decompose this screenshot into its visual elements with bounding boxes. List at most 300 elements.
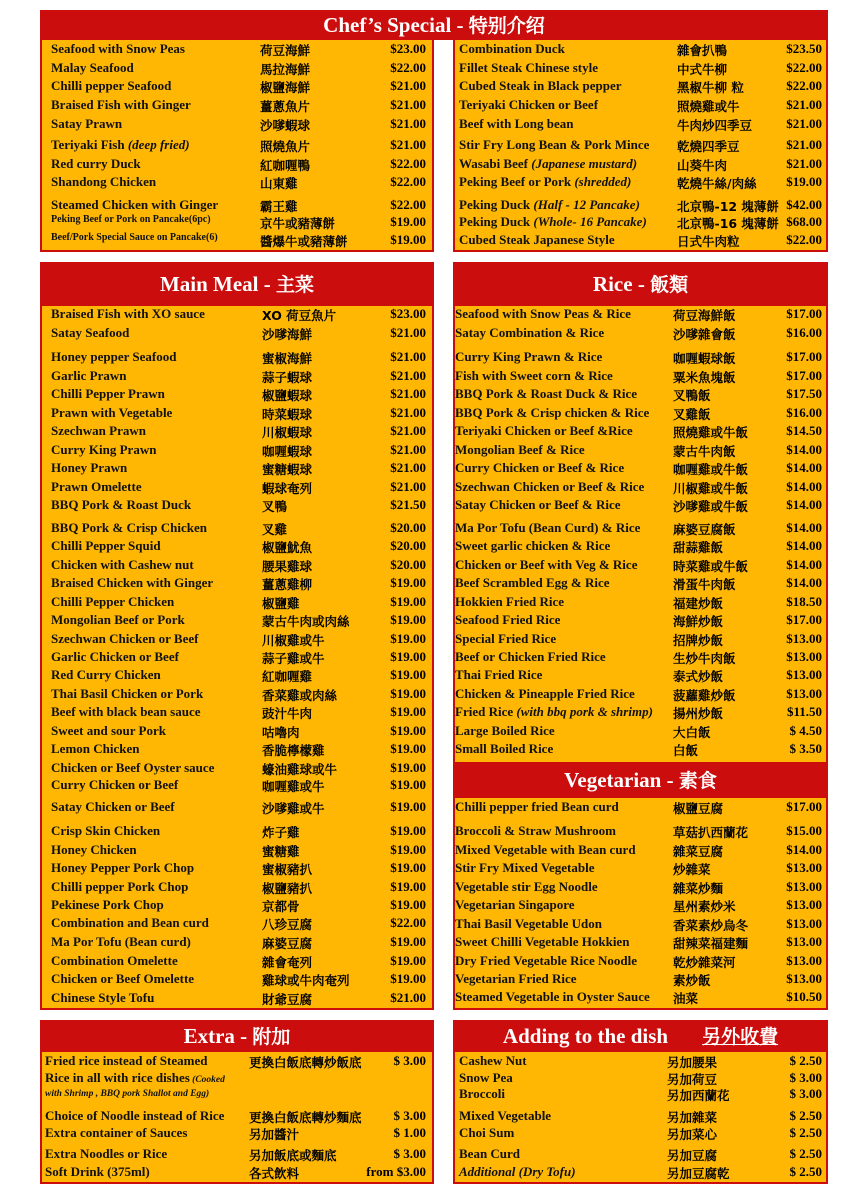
menu-item-name bbox=[455, 442, 585, 458]
menu-item-name-text: Additional (Dry Tofu) bbox=[459, 1164, 576, 1179]
menu-item-name bbox=[455, 325, 604, 341]
menu-item-chinese-name: 蒜子蝦球 bbox=[262, 370, 313, 385]
menu-item-name-text: Honey Chicken bbox=[51, 842, 137, 857]
menu-item-name-text: Satay Chicken or Beef & Rice bbox=[455, 497, 621, 512]
menu-item-name-text: Chicken with Cashew nut bbox=[51, 557, 194, 572]
menu-item-chinese-name: 蒜子雞或牛 bbox=[262, 651, 325, 666]
menu-item-row bbox=[455, 368, 826, 386]
chef-special-left-panel bbox=[40, 40, 434, 252]
menu-item-price: $21.00 bbox=[390, 137, 426, 152]
menu-item-row bbox=[455, 60, 826, 78]
menu-item-name-text: Crisp Skin Chicken bbox=[51, 823, 161, 838]
menu-item-name bbox=[45, 1125, 187, 1141]
menu-item-name bbox=[51, 953, 178, 969]
menu-item-price: $19.00 bbox=[390, 667, 426, 682]
menu-item-name bbox=[455, 497, 620, 513]
menu-item-name bbox=[455, 631, 556, 647]
menu-item-price: $19.00 bbox=[390, 575, 426, 590]
menu-item-row bbox=[42, 156, 432, 174]
menu-item-name bbox=[459, 1086, 505, 1102]
menu-item-chinese-name: 蒙古牛肉飯 bbox=[673, 444, 736, 459]
menu-item-name-text: Cashew Nut bbox=[459, 1053, 527, 1068]
rice-title: Rice - bbox=[592, 272, 651, 296]
menu-item-price: $19.00 bbox=[390, 631, 426, 646]
menu-item-row bbox=[42, 686, 432, 704]
rice-panel bbox=[453, 306, 828, 762]
menu-item-name-text: Prawn with Vegetable bbox=[51, 405, 173, 420]
menu-item-name bbox=[459, 214, 647, 230]
menu-item-note: (with bbq pork & shrimp) bbox=[513, 704, 653, 719]
menu-item-name-text: Chilli Pepper Squid bbox=[51, 538, 161, 553]
menu-item-row bbox=[455, 971, 826, 989]
menu-item-chinese-name: 山東雞 bbox=[260, 176, 298, 191]
menu-item-name bbox=[455, 953, 637, 969]
menu-item-name bbox=[455, 667, 542, 683]
menu-item-chinese-name: 沙嗲雞或牛 bbox=[262, 801, 325, 816]
menu-item-row bbox=[455, 704, 826, 722]
main-meal-panel bbox=[40, 306, 434, 1010]
menu-item-price: $22.00 bbox=[786, 60, 822, 75]
menu-item-chinese-name: 北京鴨-12 塊薄餅 bbox=[677, 199, 779, 214]
menu-item-row bbox=[455, 156, 826, 174]
menu-item-chinese-name: 叉鴨 bbox=[262, 499, 288, 514]
menu-item-name bbox=[51, 860, 194, 876]
menu-item-chinese-name: 雜會扒鴨 bbox=[677, 43, 728, 58]
menu-item-price: $14.50 bbox=[786, 423, 822, 438]
menu-item-chinese-name: 沙嗲雞或牛飯 bbox=[673, 499, 749, 514]
menu-item-price: $17.00 bbox=[786, 612, 822, 627]
menu-item-row bbox=[42, 479, 432, 497]
menu-item-name-text: Chilli pepper fried Bean curd bbox=[455, 799, 619, 814]
menu-item-name-text: Cubed Steak Japanese Style bbox=[459, 232, 615, 247]
menu-item-row bbox=[42, 1084, 432, 1102]
menu-item-name-text: Red curry Duck bbox=[51, 156, 141, 171]
menu-item-row bbox=[455, 78, 826, 96]
menu-item-chinese-name: 椒鹽豬扒 bbox=[262, 881, 313, 896]
menu-item-row bbox=[42, 799, 432, 817]
menu-item-price: $19.00 bbox=[390, 214, 426, 229]
menu-item-price: $21.00 bbox=[390, 78, 426, 93]
menu-item-name bbox=[51, 594, 174, 610]
menu-item-chinese-name: 乾燒牛絲/肉絲 bbox=[677, 176, 757, 191]
menu-item-name bbox=[455, 405, 649, 421]
menu-item-name-text: Szechwan Prawn bbox=[51, 423, 146, 438]
menu-item-chinese-name: 揚州炒飯 bbox=[673, 706, 724, 721]
menu-item-price: $13.00 bbox=[786, 649, 822, 664]
menu-item-row bbox=[42, 214, 432, 232]
menu-item-chinese-name: 蜜椒豬扒 bbox=[262, 862, 313, 877]
menu-item-price: $19.00 bbox=[390, 232, 426, 247]
menu-item-name bbox=[51, 799, 175, 815]
menu-item-name bbox=[51, 575, 213, 591]
menu-item-name-text: Malay Seafood bbox=[51, 60, 134, 75]
menu-item-name-text: Curry Chicken or Beef & Rice bbox=[455, 460, 625, 475]
menu-item-price: $ 2.50 bbox=[789, 1146, 822, 1161]
menu-item-name bbox=[459, 174, 631, 190]
menu-item-price: $17.00 bbox=[786, 349, 822, 364]
menu-item-name-text: Sweet garlic chicken & Rice bbox=[455, 538, 611, 553]
menu-item-row bbox=[455, 953, 826, 971]
menu-item-price: $19.00 bbox=[390, 612, 426, 627]
menu-item-name bbox=[51, 934, 191, 950]
menu-item-name-text: Ma Por Tofu (Bean curd) bbox=[51, 934, 191, 949]
menu-item-name bbox=[51, 60, 134, 76]
menu-item-row bbox=[455, 1108, 826, 1126]
menu-item-row bbox=[455, 823, 826, 841]
menu-item-chinese-name: 沙嗲海鮮 bbox=[262, 327, 313, 342]
menu-item-row bbox=[42, 557, 432, 575]
menu-item-row bbox=[42, 423, 432, 441]
menu-item-name-text: Fillet Steak Chinese style bbox=[459, 60, 599, 75]
menu-item-row bbox=[42, 897, 432, 915]
menu-item-name bbox=[455, 649, 606, 665]
menu-item-price: $22.00 bbox=[390, 915, 426, 930]
menu-item-chinese-name: 荷豆海鮮 bbox=[260, 43, 311, 58]
menu-item-name-text: Beef or Chicken Fried Rice bbox=[455, 649, 606, 664]
menu-item-price: $13.00 bbox=[786, 953, 822, 968]
menu-item-row bbox=[455, 799, 826, 817]
menu-item-row bbox=[455, 197, 826, 215]
menu-item-price: $13.00 bbox=[786, 934, 822, 949]
menu-item-price: $21.00 bbox=[390, 460, 426, 475]
menu-item-chinese-name: 霸王雞 bbox=[260, 199, 298, 214]
menu-item-name-text: Thai Basil Vegetable Udon bbox=[455, 916, 603, 931]
menu-item-name bbox=[455, 594, 564, 610]
menu-item-row bbox=[42, 1108, 432, 1126]
rice-title-zh: 飯類 bbox=[650, 274, 689, 296]
menu-item-chinese-name: 照燒雞或牛 bbox=[677, 99, 740, 114]
menu-item-row bbox=[455, 232, 826, 250]
menu-item-name bbox=[51, 667, 161, 683]
menu-item-row bbox=[455, 1146, 826, 1164]
menu-item-price: $17.00 bbox=[786, 306, 822, 321]
menu-item-name-text: Red Curry Chicken bbox=[51, 667, 161, 682]
menu-item-row bbox=[42, 990, 432, 1008]
menu-item-chinese-name: 醬爆牛或豬薄餅 bbox=[260, 234, 348, 249]
menu-item-chinese-name: 草菇扒西蘭花 bbox=[673, 825, 749, 840]
menu-item-chinese-name: 甜蒜雞飯 bbox=[673, 540, 724, 555]
chef-special-right-panel bbox=[453, 40, 828, 252]
menu-item-chinese-name: 雜會奄列 bbox=[262, 955, 313, 970]
menu-item-chinese-name: 麻婆豆腐 bbox=[262, 936, 313, 951]
menu-item-chinese-name: 椒鹽雞 bbox=[262, 596, 300, 611]
menu-item-row bbox=[455, 1053, 826, 1071]
menu-item-price: $23.00 bbox=[390, 306, 426, 321]
menu-item-price: $22.00 bbox=[390, 174, 426, 189]
menu-item-note: (Whole- 16 Pancake) bbox=[530, 214, 647, 229]
menu-item-chinese-name: 紅咖喱雞 bbox=[262, 669, 313, 684]
menu-item-chinese-name: 豉汁牛肉 bbox=[262, 706, 313, 721]
menu-item-row bbox=[42, 649, 432, 667]
menu-item-row bbox=[455, 575, 826, 593]
menu-item-chinese-name: 叉雞飯 bbox=[673, 407, 711, 422]
menu-item-name-text: Mixed Vegetable bbox=[459, 1108, 552, 1123]
menu-item-chinese-name: 咖喱蝦球 bbox=[262, 444, 313, 459]
menu-item-row bbox=[42, 879, 432, 897]
menu-item-row bbox=[42, 97, 432, 115]
menu-item-name bbox=[51, 686, 203, 702]
menu-item-name-text: Soft Drink (375ml) bbox=[45, 1164, 150, 1179]
menu-item-chinese-name: 咖喱雞或牛 bbox=[262, 779, 325, 794]
menu-item-price: $19.00 bbox=[390, 879, 426, 894]
menu-item-chinese-name: 雞球或牛肉奄列 bbox=[262, 973, 350, 988]
menu-item-name-text: Steamed Vegetable in Oyster Sauce bbox=[455, 989, 650, 1004]
menu-item-name-text: Satay Prawn bbox=[51, 116, 123, 131]
menu-item-row bbox=[455, 306, 826, 324]
menu-item-price: $23.00 bbox=[390, 41, 426, 56]
menu-item-name bbox=[51, 538, 161, 554]
menu-item-name-text: Snow Pea bbox=[459, 1070, 513, 1085]
menu-item-row bbox=[42, 78, 432, 96]
menu-item-name-text: Hokkien Fried Rice bbox=[455, 594, 565, 609]
menu-item-name-text: Sweet Chilli Vegetable Hokkien bbox=[455, 934, 630, 949]
menu-item-row bbox=[42, 232, 432, 250]
menu-item-name-text: Vegetable stir Egg Noodle bbox=[455, 879, 598, 894]
menu-item-name-text: Mongolian Beef & Rice bbox=[455, 442, 585, 457]
menu-item-name bbox=[455, 520, 640, 536]
menu-item-price: $19.00 bbox=[390, 799, 426, 814]
menu-item-chinese-name: 薑蔥雞柳 bbox=[262, 577, 313, 592]
menu-item-row bbox=[42, 442, 432, 460]
menu-item-note: (Japanese mustard) bbox=[527, 156, 638, 171]
menu-item-row bbox=[42, 631, 432, 649]
menu-item-row bbox=[455, 214, 826, 232]
menu-item-name bbox=[45, 1108, 224, 1124]
menu-item-row bbox=[455, 557, 826, 575]
menu-item-name bbox=[51, 971, 194, 987]
menu-item-name bbox=[455, 741, 553, 757]
menu-item-price: $19.00 bbox=[390, 760, 426, 775]
menu-item-name-text: Broccoli & Straw Mushroom bbox=[455, 823, 616, 838]
menu-item-row bbox=[455, 1086, 826, 1104]
menu-item-row bbox=[455, 631, 826, 649]
menu-item-row bbox=[455, 897, 826, 915]
menu-item-chinese-name: 各式飲料 bbox=[249, 1166, 300, 1181]
menu-item-chinese-name: 更換白飯底轉炒麵底 bbox=[249, 1110, 362, 1125]
menu-item-name bbox=[455, 386, 637, 402]
menu-item-name bbox=[51, 405, 172, 421]
menu-item-name-text: Szechwan Chicken or Beef bbox=[51, 631, 199, 646]
menu-item-row bbox=[455, 860, 826, 878]
menu-item-chinese-name: 乾燒四季豆 bbox=[677, 139, 740, 154]
menu-item-name bbox=[455, 479, 644, 495]
menu-item-name-text: Honey Pepper Pork Chop bbox=[51, 860, 195, 875]
menu-item-name bbox=[51, 156, 141, 172]
menu-item-name-text: BBQ Pork & Crisp chicken & Rice bbox=[455, 405, 650, 420]
menu-item-price: $21.00 bbox=[390, 442, 426, 457]
menu-item-chinese-name: 另加醬汁 bbox=[249, 1127, 300, 1142]
menu-item-row bbox=[42, 520, 432, 538]
menu-item-chinese-name: 香菜雞或肉絲 bbox=[262, 688, 338, 703]
menu-item-name bbox=[51, 649, 179, 665]
menu-item-price: $21.00 bbox=[786, 137, 822, 152]
menu-item-price: $22.00 bbox=[390, 197, 426, 212]
menu-item-name bbox=[455, 934, 629, 950]
menu-item-name bbox=[459, 116, 573, 132]
menu-item-price: $14.00 bbox=[786, 479, 822, 494]
menu-item-row bbox=[455, 723, 826, 741]
vegetarian-header bbox=[453, 762, 828, 798]
menu-item-price: $18.50 bbox=[786, 594, 822, 609]
menu-item-chinese-name: 京牛或豬薄餅 bbox=[260, 216, 336, 231]
menu-item-chinese-name: 福建炒飯 bbox=[673, 596, 724, 611]
menu-item-row bbox=[42, 777, 432, 795]
menu-item-note: with Shrimp , BBQ pork Shallot and Egg) bbox=[45, 1089, 210, 1099]
menu-item-name-text: Beef Scrambled Egg & Rice bbox=[455, 575, 610, 590]
menu-item-price: $19.00 bbox=[390, 897, 426, 912]
menu-item-name bbox=[459, 1070, 513, 1086]
menu-item-name-text: Honey pepper Seafood bbox=[51, 349, 177, 364]
menu-item-price: $ 2.50 bbox=[789, 1125, 822, 1140]
menu-item-name-text: Garlic Prawn bbox=[51, 368, 127, 383]
menu-item-name bbox=[45, 1053, 207, 1069]
menu-item-price: $16.00 bbox=[786, 405, 822, 420]
menu-item-row bbox=[42, 953, 432, 971]
menu-item-name-text: Fried Rice bbox=[455, 704, 514, 719]
chef-special-title: Chef’s Special - bbox=[323, 13, 469, 37]
menu-item-price: $19.00 bbox=[390, 934, 426, 949]
menu-item-name bbox=[455, 349, 602, 365]
menu-item-chinese-name: 川椒雞或牛飯 bbox=[673, 481, 749, 496]
chef-special-header bbox=[40, 10, 828, 40]
menu-item-note: (Cooked bbox=[189, 1075, 225, 1085]
menu-item-name bbox=[51, 197, 218, 213]
menu-item-price: $ 3.00 bbox=[789, 1070, 822, 1085]
main-meal-header bbox=[40, 262, 434, 306]
menu-item-price: $21.00 bbox=[390, 97, 426, 112]
vegetarian-title: Vegetarian - bbox=[564, 768, 679, 792]
menu-item-name-text: Peking Duck bbox=[459, 214, 531, 229]
vegetarian-panel bbox=[453, 798, 828, 1010]
menu-item-name bbox=[51, 349, 176, 365]
menu-item-name bbox=[455, 306, 631, 322]
menu-item-price: $10.50 bbox=[786, 989, 822, 1004]
menu-item-row bbox=[42, 460, 432, 478]
menu-item-name bbox=[455, 557, 637, 573]
menu-item-price: $19.00 bbox=[390, 777, 426, 792]
menu-item-chinese-name: 照燒雞或牛飯 bbox=[673, 425, 749, 440]
menu-item-chinese-name: 椒鹽海鮮 bbox=[260, 80, 311, 95]
menu-item-price: $19.00 bbox=[390, 842, 426, 857]
menu-item-name bbox=[459, 1125, 514, 1141]
menu-item-row bbox=[42, 306, 432, 324]
menu-item-row bbox=[455, 349, 826, 367]
menu-item-chinese-name: 麻婆豆腐飯 bbox=[673, 522, 736, 537]
menu-item-name-text: Thai Fried Rice bbox=[455, 667, 543, 682]
menu-item-name bbox=[459, 78, 622, 94]
menu-item-name-text: Steamed Chicken with Ginger bbox=[51, 197, 219, 212]
menu-item-name bbox=[455, 897, 575, 913]
menu-item-row bbox=[42, 1053, 432, 1071]
menu-item-row bbox=[455, 174, 826, 192]
menu-item-chinese-name: 大白飯 bbox=[673, 725, 711, 740]
menu-item-chinese-name: 素炒飯 bbox=[673, 973, 711, 988]
menu-item-price: $21.00 bbox=[390, 405, 426, 420]
menu-item-price: $ 2.50 bbox=[789, 1053, 822, 1068]
menu-item-row bbox=[42, 368, 432, 386]
menu-item-name-text: Ma Por Tofu (Bean Curd) & Rice bbox=[455, 520, 641, 535]
menu-item-row bbox=[455, 520, 826, 538]
menu-item-row bbox=[455, 934, 826, 952]
menu-item-name-text: Shandong Chicken bbox=[51, 174, 157, 189]
menu-item-chinese-name: 日式牛肉粒 bbox=[677, 234, 740, 249]
menu-item-price: $13.00 bbox=[786, 916, 822, 931]
menu-item-name-text: Seafood with Snow Peas & Rice bbox=[455, 306, 631, 321]
menu-item-name bbox=[51, 386, 165, 402]
menu-item-row bbox=[42, 704, 432, 722]
menu-item-name-text: Wasabi Beef bbox=[459, 156, 528, 171]
menu-item-price: $19.00 bbox=[390, 860, 426, 875]
menu-item-chinese-name: 腰果雞球 bbox=[262, 559, 313, 574]
menu-item-chinese-name: 乾炒雜菜河 bbox=[673, 955, 736, 970]
menu-item-price: $13.00 bbox=[786, 860, 822, 875]
menu-item-name-text: Pekinese Pork Chop bbox=[51, 897, 164, 912]
menu-item-price: $19.00 bbox=[786, 174, 822, 189]
menu-item-chinese-name: 川椒雞或牛 bbox=[262, 633, 325, 648]
menu-item-row bbox=[42, 1125, 432, 1143]
menu-item-name-text: Chicken & Pineapple Fried Rice bbox=[455, 686, 635, 701]
menu-item-price: $13.00 bbox=[786, 971, 822, 986]
menu-item-price: $19.00 bbox=[390, 723, 426, 738]
menu-item-name bbox=[51, 823, 160, 839]
menu-item-name-text: Seafood with Snow Peas bbox=[51, 41, 185, 56]
menu-item-row bbox=[42, 1146, 432, 1164]
menu-item-row bbox=[42, 915, 432, 933]
menu-item-chinese-name: 中式牛柳 bbox=[677, 62, 728, 77]
menu-item-row bbox=[42, 349, 432, 367]
menu-item-chinese-name: 荷豆海鮮飯 bbox=[673, 308, 736, 323]
menu-item-price: $ 3.00 bbox=[393, 1108, 426, 1123]
menu-item-name bbox=[455, 368, 613, 384]
extra-title: Extra - bbox=[183, 1024, 253, 1048]
menu-item-row bbox=[42, 575, 432, 593]
menu-item-name-text: Chicken or Beef Omelette bbox=[51, 971, 195, 986]
menu-item-price: $22.00 bbox=[786, 232, 822, 247]
menu-item-name-text: Extra container of Sauces bbox=[45, 1125, 188, 1140]
menu-item-row bbox=[455, 325, 826, 343]
menu-item-chinese-name: 另加豆腐 bbox=[667, 1148, 718, 1163]
menu-item-chinese-name: 雜菜豆腐 bbox=[673, 844, 724, 859]
menu-item-row bbox=[455, 479, 826, 497]
menu-item-chinese-name: 另加菜心 bbox=[667, 1127, 718, 1142]
menu-item-row bbox=[42, 723, 432, 741]
menu-item-name bbox=[459, 60, 598, 76]
menu-item-chinese-name: 川椒蝦球 bbox=[262, 425, 313, 440]
menu-item-price: $15.00 bbox=[786, 823, 822, 838]
menu-item-name bbox=[51, 741, 139, 757]
menu-item-name-text: Teriyaki Chicken or Beef &Rice bbox=[455, 423, 633, 438]
menu-item-price: $20.00 bbox=[390, 520, 426, 535]
menu-item-row bbox=[42, 41, 432, 59]
menu-item-price: $21.00 bbox=[390, 116, 426, 131]
menu-item-chinese-name: 另加飯底或麵底 bbox=[249, 1148, 337, 1163]
menu-item-chinese-name: 香菜素炒烏冬 bbox=[673, 918, 749, 933]
menu-item-row bbox=[455, 405, 826, 423]
menu-item-name-text: Cubed Steak in Black pepper bbox=[459, 78, 622, 93]
menu-item-name-text: Curry Chicken or Beef bbox=[51, 777, 179, 792]
menu-item-row bbox=[455, 137, 826, 155]
menu-item-name-text: Stir Fry Mixed Vegetable bbox=[455, 860, 595, 875]
menu-item-name bbox=[51, 723, 166, 739]
menu-item-chinese-name: 時菜雞或牛飯 bbox=[673, 559, 749, 574]
menu-item-name-text: Fish with Sweet corn & Rice bbox=[455, 368, 613, 383]
menu-item-price: $ 3.00 bbox=[393, 1053, 426, 1068]
menu-item-name bbox=[455, 704, 653, 720]
menu-item-chinese-name: 另加腰果 bbox=[667, 1055, 718, 1070]
menu-item-name-text: BBQ Pork & Roast Duck & Rice bbox=[455, 386, 637, 401]
menu-item-row bbox=[42, 60, 432, 78]
menu-item-chinese-name: 滑蛋牛肉飯 bbox=[673, 577, 736, 592]
